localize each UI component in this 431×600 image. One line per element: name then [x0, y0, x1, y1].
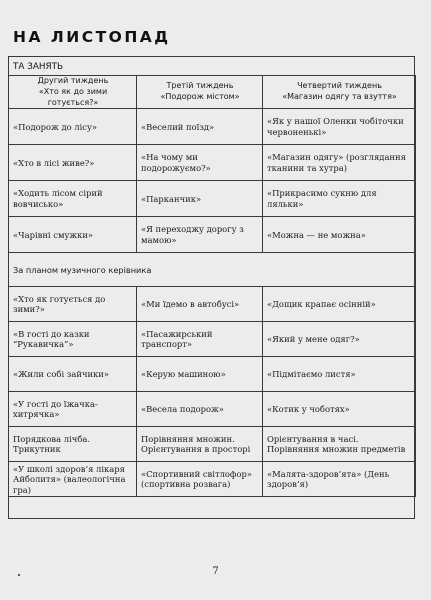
header-row — [9, 76, 416, 109]
table-cell: «Жили собі зайчики» — [9, 357, 137, 392]
table-cell: «Я переходжу дорогу з мамою» — [137, 217, 263, 253]
table-cell: «Який у мене одяг?» — [263, 322, 416, 357]
table-cell: «Подорож до лісу» — [9, 109, 137, 145]
table-cell: «У школі здоров’я лікаря Айболитя» (валеологічна гра) — [9, 462, 137, 497]
table-row — [9, 357, 416, 392]
table-row — [9, 217, 416, 253]
table-row — [9, 181, 416, 217]
table-row — [9, 145, 416, 181]
table-cell: «На чому ми подорожуємо?» — [137, 145, 263, 181]
table-cell: «Керую машиною» — [137, 357, 263, 392]
table-cell: «Котик у чоботях» — [263, 392, 416, 427]
table-cell: «Хто в лісі живе?» — [9, 145, 137, 181]
table-cell: «Прикрасимо сукню для ляльки» — [263, 181, 416, 217]
table-cell: «Хто як готується до зими?» — [9, 287, 137, 322]
table-row — [9, 287, 416, 322]
page-number: 7 — [212, 566, 219, 577]
schedule-table — [8, 75, 416, 497]
column-header: Четвертий тиждень «Магазин одягу та взуття» — [263, 76, 416, 109]
table-cell: «Підмітаємо листя» — [263, 357, 416, 392]
table-cell: «Парканчик» — [137, 181, 263, 217]
table-cell: Порядкова лічба. Трикутник — [9, 427, 137, 462]
column-header: Другий тиждень «Хто як до зими готується?» — [9, 76, 137, 109]
table-row — [9, 462, 416, 497]
table-cell: «Малята-здоров’ята» (День здоров’я) — [263, 462, 416, 497]
table-cell: «Ми їдемо в автобусі» — [137, 287, 263, 322]
table-cell: «У гості до їжачка-хитрячка» — [9, 392, 137, 427]
table-cell: «Як у нашої Оленки чобіточки червоненькі» — [263, 109, 416, 145]
column-header: Третій тиждень «Подорож містом» — [137, 76, 263, 109]
table-row — [9, 322, 416, 357]
table-cell: Порівняння множин. Орієнтування в просторі — [137, 427, 263, 462]
table-cell: «Пасажирський транспорт» — [137, 322, 263, 357]
music-label: За планом музичного керівника — [9, 253, 416, 287]
table-cell: «Чарівні смужки» — [9, 217, 137, 253]
table-cell: «Дощик крапає осінній» — [263, 287, 416, 322]
section-label: ТА ЗАНЯТЬ — [13, 62, 63, 72]
table-cell: «Веселий поїзд» — [137, 109, 263, 145]
table-row — [9, 392, 416, 427]
table-cell: Орієнтування в часі. Порівняння множин предметів — [263, 427, 416, 462]
music-section-row — [9, 253, 416, 287]
table-cell: «Магазин одягу» (розглядання тканини та хутра) — [263, 145, 416, 181]
page-title: НА ЛИСТОПАД — [13, 28, 171, 46]
table-row — [9, 109, 416, 145]
table-cell: «Спортивний світлофор» (спортивна розвага) — [137, 462, 263, 497]
table-cell: «Можна — не можна» — [263, 217, 416, 253]
table-cell: «В гості до казки “Рукавичка”» — [9, 322, 137, 357]
table-cell: «Весела подорож» — [137, 392, 263, 427]
table-row — [9, 427, 416, 462]
table-cell: «Ходить лісом сірий вовчисько» — [9, 181, 137, 217]
